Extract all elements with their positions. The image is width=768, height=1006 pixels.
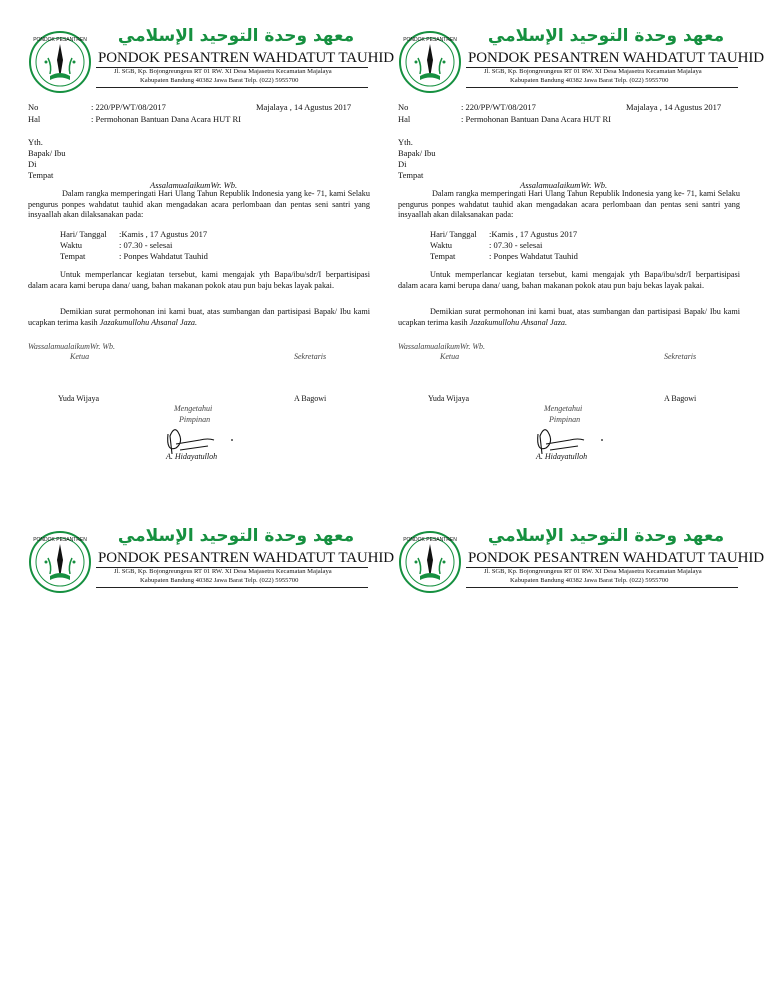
address-line-2: Kabupaten Bandung 40382 Jawa Barat Telp. (022) 5955700: [140, 77, 299, 84]
detail-label: Waktu: [430, 240, 452, 250]
detail-value: : Ponpes Wahdatut Tauhid: [119, 251, 208, 261]
hal-value: : Permohonan Bantuan Dana Acara HUT RI: [461, 114, 611, 124]
pimpinan-label: Pimpinan: [179, 415, 211, 424]
paragraph-2: Untuk memperlancar kegiatan tersebut, kami mengajak yth Bapa/ibu/sdr/I berpartisipasi dalam acara kami berupa dana/ uang, bahan makanan pokok atau pun baju bekas layak pakai.: [398, 270, 740, 290]
hal-label: Hal: [398, 114, 411, 124]
pesantren-logo: [28, 530, 92, 594]
detail-value: : Ponpes Wahdatut Tauhid: [489, 251, 578, 261]
mengetahui-label: Mengetahui: [174, 404, 213, 413]
letterhead-only: [28, 526, 395, 590]
no-label: No: [28, 102, 39, 112]
svg-text:PONDOK PESANTREN: PONDOK PESANTREN: [403, 537, 457, 543]
arabic-name: معهد وحدة التوحيد الإسلامي: [487, 26, 725, 46]
detail-label: Tempat: [430, 251, 456, 261]
letter-date: Majalaya , 14 Agustus 2017: [626, 102, 722, 112]
address-line-1: Jl. SGB, Kp. Bojongreungeus RT 01 RW. XI Desa Majasetra Kecamatan Majalaya: [114, 568, 332, 575]
recipient-line: Yth.: [28, 137, 43, 147]
no-label: No: [398, 102, 409, 112]
pesantren-logo: [398, 530, 462, 594]
ketua-label: Ketua: [70, 352, 90, 361]
svg-text:PONDOK PESANTREN: PONDOK PESANTREN: [33, 37, 87, 43]
ketua-name: Yuda Wijaya: [428, 394, 470, 403]
letter: [398, 26, 765, 470]
address-line-2: Kabupaten Bandung 40382 Jawa Barat Telp. (022) 5955700: [510, 77, 669, 84]
svg-text:PONDOK PESANTREN: PONDOK PESANTREN: [403, 37, 457, 43]
pimpinan-name: A. Hidayatulloh: [166, 452, 218, 461]
paragraph-3: Demikian surat permohonan ini kami buat, atas sumbangan dan partisipasi Bapak/ Ibu kami ucapkan terima kasih Jazakumullohu Ahsanal Jaza.: [28, 307, 370, 327]
detail-value: :Kamis , 17 Agustus 2017: [489, 229, 578, 239]
hal-label: Hal: [28, 114, 41, 124]
address-line-2: Kabupaten Bandung 40382 Jawa Barat Telp. (022) 5955700: [140, 577, 299, 584]
address-line-1: Jl. SGB, Kp. Bojongreungeus RT 01 RW. XI Desa Majasetra Kecamatan Majalaya: [114, 68, 332, 75]
recipient-line: Tempat: [398, 170, 424, 180]
greeting: AssalamualaikumWr. Wb.: [150, 180, 238, 190]
address-line-1: Jl. SGB, Kp. Bojongreungeus RT 01 RW. XI Desa Majasetra Kecamatan Majalaya: [484, 68, 702, 75]
paragraph-3: Demikian surat permohonan ini kami buat, atas sumbangan dan partisipasi Bapak/ Ibu kami ucapkan terima kasih Jazakumullohu Ahsanal Jaza.: [398, 307, 740, 327]
detail-value: : 07.30 - selesai: [489, 240, 543, 250]
detail-label: Hari/ Tanggal: [60, 229, 107, 239]
detail-label: Tempat: [60, 251, 86, 261]
arabic-name: معهد وحدة التوحيد الإسلامي: [487, 526, 725, 546]
pimpinan-label: Pimpinan: [549, 415, 581, 424]
letterhead: [398, 526, 765, 590]
organization-name: PONDOK PESANTREN WAHDATUT TAUHID: [468, 550, 765, 566]
letter: [28, 26, 395, 470]
letterhead-only: [398, 526, 765, 590]
paragraph-3-closing: Jazakumullohu Ahsanal Jaza.: [469, 317, 568, 327]
letter-date: Majalaya , 14 Agustus 2017: [256, 102, 352, 112]
paragraph-1: Dalam rangka memperingati Hari Ulang Tahun Republik Indonesia yang ke- 71, kami Selaku pengurus ponpes wahdatut tauhid akan mengadakan acara perlombaan dan pentas seni santri yang insyaallah akan dilaksanakan pada:: [398, 189, 740, 219]
letterhead: [28, 26, 395, 90]
recipient-line: Tempat: [28, 170, 54, 180]
letterhead: [398, 26, 765, 90]
sekretaris-name: A Bagowi: [664, 394, 697, 403]
recipient-line: Yth.: [398, 137, 413, 147]
arabic-name: معهد وحدة التوحيد الإسلامي: [117, 526, 355, 546]
closing: WassalamualaikumWr. Wb.: [398, 342, 486, 351]
ketua-name: Yuda Wijaya: [58, 394, 100, 403]
organization-name: PONDOK PESANTREN WAHDATUT TAUHID: [98, 550, 395, 566]
address-line-2: Kabupaten Bandung 40382 Jawa Barat Telp. (022) 5955700: [510, 577, 669, 584]
ketua-label: Ketua: [440, 352, 460, 361]
detail-value: :Kamis , 17 Agustus 2017: [119, 229, 208, 239]
hal-value: : Permohonan Bantuan Dana Acara HUT RI: [91, 114, 241, 124]
closing: WassalamualaikumWr. Wb.: [28, 342, 116, 351]
recipient-line: Bapak/ Ibu: [398, 148, 436, 158]
pesantren-logo: [28, 30, 92, 94]
no-value: : 220/PP/WT/08/2017: [91, 102, 166, 112]
greeting: AssalamualaikumWr. Wb.: [520, 180, 608, 190]
sekretaris-label: Sekretaris: [294, 352, 327, 361]
paragraph-2: Untuk memperlancar kegiatan tersebut, kami mengajak yth Bapa/ibu/sdr/I berpartisipasi dalam acara kami berupa dana/ uang, bahan makanan pokok atau pun baju bekas layak pakai.: [28, 270, 370, 290]
detail-value: : 07.30 - selesai: [119, 240, 173, 250]
detail-label: Waktu: [60, 240, 82, 250]
svg-text:PONDOK PESANTREN: PONDOK PESANTREN: [33, 537, 87, 543]
recipient-line: Di: [398, 159, 407, 169]
detail-label: Hari/ Tanggal: [430, 229, 477, 239]
arabic-name: معهد وحدة التوحيد الإسلامي: [117, 26, 355, 46]
letterhead: [28, 526, 395, 590]
organization-name: PONDOK PESANTREN WAHDATUT TAUHID: [98, 50, 395, 66]
pesantren-logo: [398, 30, 462, 94]
paragraph-1: Dalam rangka memperingati Hari Ulang Tahun Republik Indonesia yang ke- 71, kami Selaku pengurus ponpes wahdatut tauhid akan mengadakan acara perlombaan dan pentas seni santri yang insyaallah akan dilaksanakan pada:: [28, 189, 370, 219]
sekretaris-label: Sekretaris: [664, 352, 697, 361]
recipient-line: Di: [28, 159, 37, 169]
paragraph-3-closing: Jazakumullohu Ahsanal Jaza.: [99, 317, 198, 327]
no-value: : 220/PP/WT/08/2017: [461, 102, 536, 112]
mengetahui-label: Mengetahui: [544, 404, 583, 413]
pimpinan-name: A. Hidayatulloh: [536, 452, 588, 461]
organization-name: PONDOK PESANTREN WAHDATUT TAUHID: [468, 50, 765, 66]
sekretaris-name: A Bagowi: [294, 394, 327, 403]
recipient-line: Bapak/ Ibu: [28, 148, 66, 158]
address-line-1: Jl. SGB, Kp. Bojongreungeus RT 01 RW. XI Desa Majasetra Kecamatan Majalaya: [484, 568, 702, 575]
